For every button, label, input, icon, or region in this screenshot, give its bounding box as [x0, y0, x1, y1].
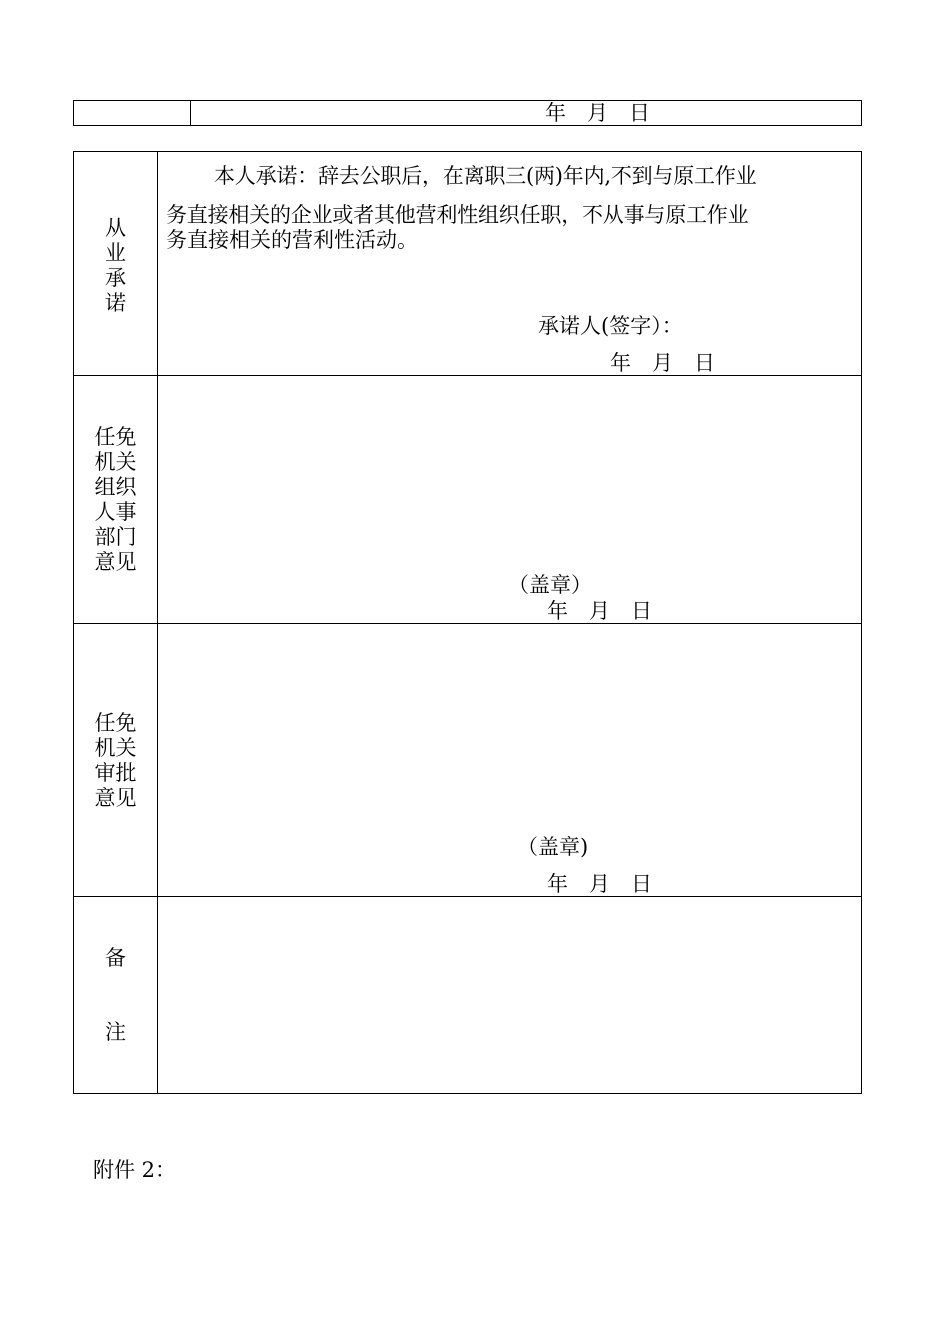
personnel-label-line: 机关 [94, 450, 137, 474]
pledge-line-3: 务直接相关的营利性活动。 [166, 228, 418, 252]
pledge-label-char: 从 [105, 216, 126, 240]
top-table-border-right [861, 100, 862, 126]
pledge-label-char: 诺 [105, 291, 126, 315]
top-table-divider [190, 100, 191, 126]
approval-label-line: 任免 [94, 711, 137, 735]
approval-label-line: 审批 [94, 761, 137, 785]
main-table-column-divider [157, 151, 158, 1094]
row-divider-3 [73, 896, 862, 897]
top-table-date: 年 月 日 [545, 101, 650, 125]
pledge-label [74, 216, 157, 316]
personnel-label-line: 任免 [94, 425, 137, 449]
approval-label-line: 机关 [94, 736, 137, 760]
approval-label-line: 意见 [94, 786, 137, 810]
approval-date: 年 月 日 [547, 872, 652, 896]
top-table-border-top [73, 100, 862, 101]
personnel-label [74, 425, 157, 575]
pledge-label-char: 承 [105, 266, 126, 290]
approval-seal: （盖章) [517, 835, 589, 859]
personnel-label-line: 组织 [94, 475, 137, 499]
main-table-border-right [861, 151, 862, 1094]
personnel-label-line: 人事 [94, 500, 137, 524]
remarks-label-char-1: 备 [105, 946, 126, 970]
row-divider-2 [73, 623, 862, 624]
row-divider-1 [73, 375, 862, 376]
personnel-label-line: 部门 [94, 525, 137, 549]
attachment-label: 附件 2： [93, 1158, 177, 1182]
pledge-line-2: 务直接相关的企业或者其他营利性组织任职，不从事与原工作业 [166, 203, 749, 227]
main-table-border-top [73, 151, 862, 152]
pledge-signer-label: 承诺人(签字）： [538, 314, 683, 338]
pledge-date: 年 月 日 [610, 351, 715, 375]
personnel-seal: （盖章） [508, 573, 592, 597]
remarks-label-char-2: 注 [105, 1020, 126, 1044]
pledge-label-char: 业 [105, 241, 126, 265]
personnel-label-line: 意见 [94, 550, 137, 574]
approval-label [74, 711, 157, 811]
top-table-border-bottom [73, 125, 862, 126]
main-table-border-bottom [73, 1093, 862, 1094]
pledge-line-1: 本人承诺：辞去公职后，在离职三(两)年内,不到与原工作业 [214, 164, 757, 188]
personnel-date: 年 月 日 [547, 599, 652, 623]
top-table-border-left [73, 100, 74, 126]
